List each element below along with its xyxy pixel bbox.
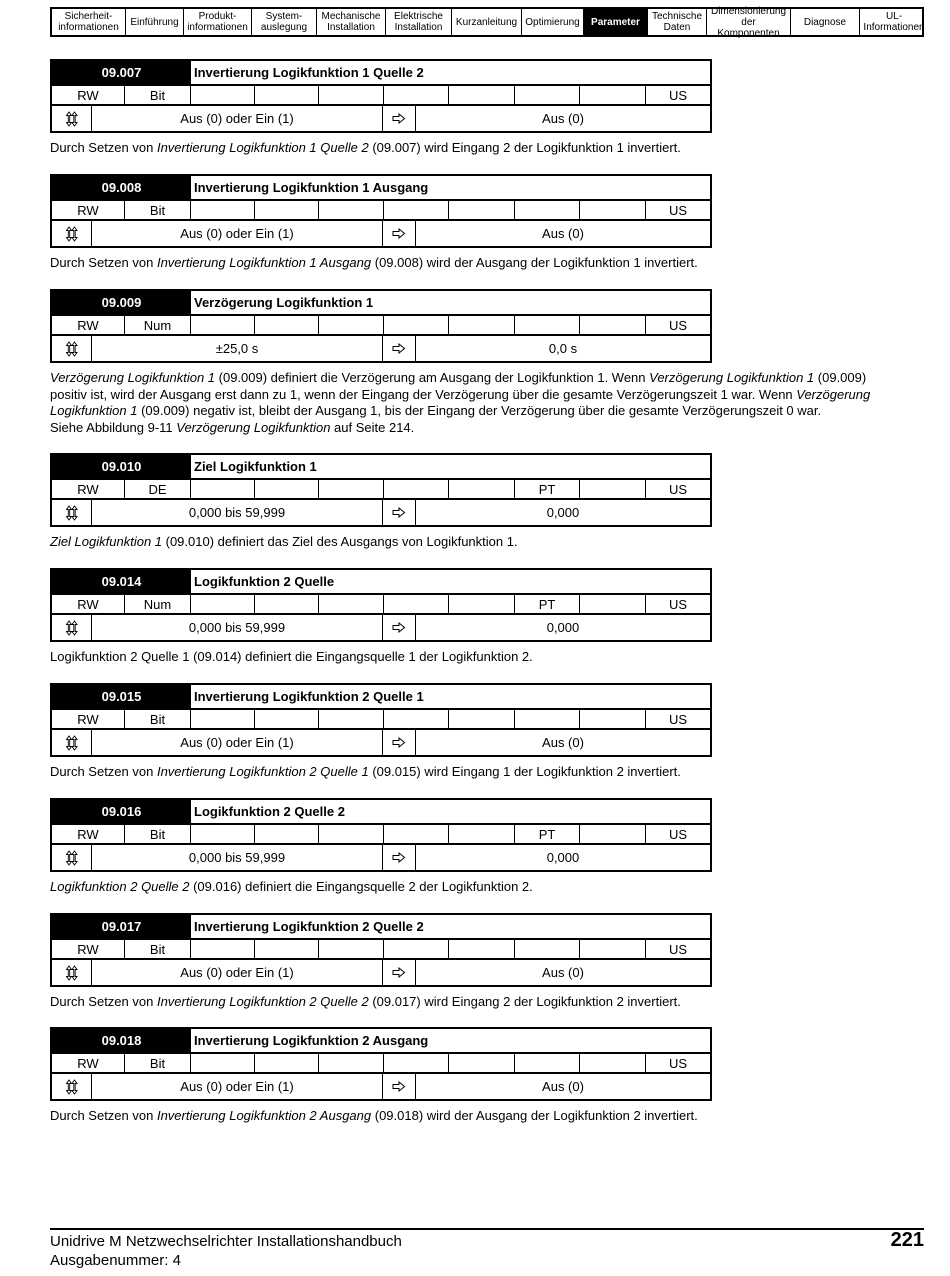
parameter-number: 09.018 bbox=[52, 1029, 191, 1052]
bidirectional-range-icon bbox=[52, 845, 92, 870]
nav-tab-2[interactable]: Produkt- informationen bbox=[184, 9, 252, 35]
parameter-block bbox=[50, 1027, 930, 1125]
parameter-value-row bbox=[52, 960, 710, 985]
parameter-default: 0,000 bbox=[546, 850, 580, 865]
attribute-cell bbox=[319, 480, 384, 498]
nav-tab-11[interactable]: Diagnose bbox=[791, 9, 860, 35]
right-arrow-icon bbox=[383, 845, 416, 870]
parameter-range: Aus (0) oder Ein (1) bbox=[92, 106, 383, 131]
attribute-cell bbox=[191, 710, 255, 728]
attribute-cell bbox=[384, 940, 449, 958]
attribute-cell bbox=[191, 316, 255, 334]
parameter-attribute-row bbox=[52, 480, 710, 500]
attribute-cell bbox=[255, 940, 319, 958]
parameter-table bbox=[50, 59, 712, 133]
parameter-value-row bbox=[52, 615, 710, 640]
attribute-cell: US bbox=[668, 481, 688, 497]
attribute-cell bbox=[191, 86, 255, 104]
attribute-cell bbox=[191, 595, 255, 613]
parameter-number: 09.009 bbox=[52, 291, 191, 314]
parameter-default: Aus (0) bbox=[542, 735, 584, 750]
footer-issue-number: Ausgabenummer: 4 bbox=[50, 1252, 181, 1269]
attribute-cell bbox=[580, 710, 646, 728]
parameter-table bbox=[50, 289, 712, 363]
parameter-header-row bbox=[52, 176, 710, 201]
attribute-cell bbox=[319, 940, 384, 958]
parameter-description bbox=[50, 534, 900, 551]
attribute-cell bbox=[449, 710, 515, 728]
nav-tab-6[interactable]: Kurzanleitung bbox=[452, 9, 522, 35]
description-text: Durch Setzen von bbox=[50, 764, 157, 779]
parameter-value-row bbox=[52, 106, 710, 131]
nav-tab-12[interactable]: UL- Informationen bbox=[863, 11, 925, 33]
attribute-cell bbox=[319, 595, 384, 613]
parameter-number: 09.015 bbox=[52, 685, 191, 708]
parameter-range: Aus (0) oder Ein (1) bbox=[92, 730, 383, 755]
parameter-range: Aus (0) oder Ein (1) bbox=[92, 221, 383, 246]
attribute-cell bbox=[191, 1054, 255, 1072]
parameter-header-row bbox=[52, 570, 710, 595]
parameter-name: Invertierung Logikfunktion 2 Quelle 1 bbox=[194, 689, 424, 704]
attribute-cell bbox=[191, 480, 255, 498]
parameter-description bbox=[50, 879, 900, 896]
parameter-default: 0,000 bbox=[546, 620, 580, 635]
description-text: (09.008) wird der Ausgang der Logikfunktion 1 invertiert. bbox=[371, 255, 698, 270]
parameter-block bbox=[50, 174, 930, 272]
parameter-range: ±25,0 s bbox=[92, 336, 383, 361]
attribute-cell: US bbox=[668, 87, 688, 103]
attribute-cell: Bit bbox=[125, 710, 191, 728]
parameter-reference: Invertierung Logikfunktion 2 Quelle 2 bbox=[156, 994, 369, 1009]
parameter-number: 09.008 bbox=[52, 176, 191, 199]
attribute-cell: Bit bbox=[125, 86, 191, 104]
attribute-cell bbox=[515, 201, 580, 219]
attribute-cell bbox=[515, 86, 580, 104]
attribute-cell bbox=[449, 86, 515, 104]
parameter-reference: Ziel Logikfunktion 1 bbox=[50, 534, 163, 549]
attribute-cell: Num bbox=[125, 595, 191, 613]
parameter-reference: Logikfunktion 2 Quelle 2 bbox=[50, 879, 190, 894]
parameter-description bbox=[50, 370, 900, 436]
description-text: Durch Setzen von bbox=[50, 1108, 157, 1123]
attribute-cell bbox=[384, 595, 449, 613]
parameter-header-row bbox=[52, 61, 710, 86]
right-arrow-icon bbox=[383, 1074, 416, 1099]
attribute-cell bbox=[384, 825, 449, 843]
attribute-cell: PT bbox=[515, 825, 580, 843]
attribute-cell: RW bbox=[52, 1054, 125, 1072]
parameter-attribute-row bbox=[52, 86, 710, 106]
parameter-reference: Verzögerung Logikfunktion bbox=[176, 419, 331, 435]
attribute-cell bbox=[449, 825, 515, 843]
parameter-reference: Verzögerung Logikfunktion 1 bbox=[50, 386, 871, 418]
right-arrow-icon bbox=[383, 730, 416, 755]
right-arrow-icon bbox=[383, 336, 416, 361]
footer-divider bbox=[50, 1228, 924, 1230]
bidirectional-range-icon bbox=[52, 500, 92, 525]
attribute-cell bbox=[384, 480, 449, 498]
attribute-cell bbox=[319, 825, 384, 843]
attribute-cell: PT bbox=[515, 480, 580, 498]
parameter-header-row bbox=[52, 455, 710, 480]
parameter-range: 0,000 bis 59,999 bbox=[92, 845, 383, 870]
attribute-cell bbox=[449, 940, 515, 958]
description-text: (09.007) wird Eingang 2 der Logikfunktion 1 invertiert. bbox=[368, 140, 681, 155]
parameter-number: 09.010 bbox=[52, 455, 191, 478]
attribute-cell: RW bbox=[52, 940, 125, 958]
attribute-cell: Bit bbox=[125, 940, 191, 958]
attribute-cell bbox=[255, 316, 319, 334]
parameter-attribute-row bbox=[52, 201, 710, 221]
parameter-number: 09.017 bbox=[52, 915, 191, 938]
parameter-block bbox=[50, 683, 930, 781]
parameter-value-row bbox=[52, 730, 710, 755]
attribute-cell: RW bbox=[52, 595, 125, 613]
attribute-cell: RW bbox=[52, 480, 125, 498]
parameter-table bbox=[50, 683, 712, 757]
attribute-cell bbox=[319, 1054, 384, 1072]
parameter-number: 09.014 bbox=[52, 570, 191, 593]
parameter-name: Invertierung Logikfunktion 1 Ausgang bbox=[194, 180, 429, 195]
attribute-cell: Bit bbox=[125, 825, 191, 843]
attribute-cell bbox=[384, 316, 449, 334]
description-text: Durch Setzen von bbox=[50, 255, 157, 270]
attribute-cell: RW bbox=[52, 86, 125, 104]
parameter-header-row bbox=[52, 1029, 710, 1054]
parameter-description bbox=[50, 1108, 900, 1125]
attribute-cell bbox=[580, 1054, 646, 1072]
parameter-reference: Verzögerung Logikfunktion 1 bbox=[50, 370, 216, 385]
description-text: (09.015) wird Eingang 1 der Logikfunktion 2 invertiert. bbox=[368, 764, 681, 779]
attribute-cell: Bit bbox=[125, 201, 191, 219]
attribute-cell: RW bbox=[52, 825, 125, 843]
attribute-cell: US bbox=[668, 941, 688, 957]
description-text: (09.009) positiv ist, wird der Ausgang erst dann zu 1, wenn der Eingang der Verzögerung über die gesamte Verzögerungszeit 1 war. Wenn bbox=[50, 370, 867, 402]
attribute-cell bbox=[515, 316, 580, 334]
attribute-cell: US bbox=[668, 1055, 688, 1071]
attribute-cell bbox=[449, 1054, 515, 1072]
parameter-reference: Invertierung Logikfunktion 2 Ausgang bbox=[156, 1108, 372, 1123]
parameter-header-row bbox=[52, 915, 710, 940]
attribute-cell: Bit bbox=[125, 1054, 191, 1072]
attribute-cell bbox=[384, 1054, 449, 1072]
description-text: (09.016) definiert die Eingangsquelle 2 der Logikfunktion 2. bbox=[189, 879, 533, 894]
attribute-cell bbox=[580, 86, 646, 104]
description-text: Siehe Abbildung 9-11 bbox=[50, 419, 177, 435]
attribute-cell: US bbox=[668, 317, 688, 333]
description-text: (09.009) negativ ist, bleibt der Ausgang 1, bis der Eingang der Verzögerung über die gesamte Verzögerungszeit 0 war. bbox=[137, 403, 822, 418]
parameter-table bbox=[50, 913, 712, 987]
parameter-name: Logikfunktion 2 Quelle bbox=[194, 574, 335, 589]
attribute-cell bbox=[515, 710, 580, 728]
right-arrow-icon bbox=[383, 221, 416, 246]
right-arrow-icon bbox=[383, 500, 416, 525]
parameter-attribute-row bbox=[52, 710, 710, 730]
nav-tab-9[interactable]: Technische Daten bbox=[648, 9, 707, 35]
parameter-default: Aus (0) bbox=[542, 965, 584, 980]
attribute-cell bbox=[449, 595, 515, 613]
parameter-reference: Verzögerung Logikfunktion 1 bbox=[649, 370, 815, 385]
attribute-cell bbox=[191, 201, 255, 219]
description-text: auf Seite 214. bbox=[330, 419, 415, 435]
attribute-cell bbox=[580, 595, 646, 613]
parameter-name: Invertierung Logikfunktion 2 Quelle 2 bbox=[194, 919, 424, 934]
attribute-cell bbox=[580, 940, 646, 958]
parameter-description bbox=[50, 255, 900, 272]
parameter-table bbox=[50, 174, 712, 248]
description-text: (09.017) wird Eingang 2 der Logikfunktion 2 invertiert. bbox=[368, 994, 681, 1009]
parameter-attribute-row bbox=[52, 316, 710, 336]
attribute-cell bbox=[449, 316, 515, 334]
right-arrow-icon bbox=[383, 615, 416, 640]
bidirectional-range-icon bbox=[52, 336, 92, 361]
bidirectional-range-icon bbox=[52, 730, 92, 755]
parameter-block bbox=[50, 453, 930, 551]
attribute-cell bbox=[191, 825, 255, 843]
parameter-range: Aus (0) oder Ein (1) bbox=[92, 960, 383, 985]
description-text: (09.009) definiert die Verzögerung am Ausgang der Logikfunktion 1. Wenn bbox=[215, 370, 650, 385]
parameter-header-row bbox=[52, 291, 710, 316]
description-text: (09.010) definiert das Ziel des Ausgangs von Logikfunktion 1. bbox=[162, 534, 518, 549]
parameter-name: Ziel Logikfunktion 1 bbox=[194, 459, 317, 474]
nav-tab-5[interactable]: Elektrische Installation bbox=[386, 9, 452, 35]
description-text: Logikfunktion 2 Quelle 1 (09.014) definiert die Eingangsquelle 1 der Logikfunktion 2. bbox=[50, 649, 533, 664]
attribute-cell bbox=[255, 595, 319, 613]
attribute-cell bbox=[580, 480, 646, 498]
parameter-header-row bbox=[52, 800, 710, 825]
parameter-range: 0,000 bis 59,999 bbox=[92, 500, 383, 525]
parameter-default: Aus (0) bbox=[542, 1079, 584, 1094]
parameter-reference: Invertierung Logikfunktion 2 Quelle 1 bbox=[156, 764, 369, 779]
attribute-cell bbox=[580, 201, 646, 219]
attribute-cell bbox=[191, 940, 255, 958]
chapter-navigation-bar bbox=[50, 7, 924, 37]
attribute-cell bbox=[255, 710, 319, 728]
nav-tab-1[interactable]: Einführung bbox=[126, 9, 184, 35]
parameter-default: Aus (0) bbox=[542, 226, 584, 241]
parameter-default: 0,0 s bbox=[548, 341, 578, 356]
description-text: Durch Setzen von bbox=[50, 140, 157, 155]
parameter-name: Logikfunktion 2 Quelle 2 bbox=[194, 804, 345, 819]
attribute-cell bbox=[449, 480, 515, 498]
parameter-description bbox=[50, 764, 900, 781]
parameter-block bbox=[50, 798, 930, 896]
parameter-header-row bbox=[52, 685, 710, 710]
description-text: Durch Setzen von bbox=[50, 994, 157, 1009]
right-arrow-icon bbox=[383, 106, 416, 131]
attribute-cell: US bbox=[668, 202, 688, 218]
attribute-cell: PT bbox=[515, 595, 580, 613]
parameter-reference: Invertierung Logikfunktion 1 Ausgang bbox=[156, 255, 372, 270]
bidirectional-range-icon bbox=[52, 615, 92, 640]
attribute-cell: DE bbox=[125, 480, 191, 498]
nav-tab-4[interactable]: Mechanische Installation bbox=[317, 9, 386, 35]
parameter-block bbox=[50, 289, 930, 436]
parameter-table bbox=[50, 568, 712, 642]
nav-tab-8[interactable]: Parameter bbox=[584, 9, 648, 35]
attribute-cell bbox=[384, 710, 449, 728]
attribute-cell bbox=[255, 825, 319, 843]
parameter-default: 0,000 bbox=[546, 505, 580, 520]
right-arrow-icon bbox=[383, 960, 416, 985]
parameter-block bbox=[50, 913, 930, 1011]
bidirectional-range-icon bbox=[52, 106, 92, 131]
parameter-block bbox=[50, 59, 930, 157]
parameter-number: 09.016 bbox=[52, 800, 191, 823]
parameter-range: Aus (0) oder Ein (1) bbox=[92, 1074, 383, 1099]
parameter-default: Aus (0) bbox=[542, 111, 584, 126]
parameter-attribute-row bbox=[52, 595, 710, 615]
attribute-cell: US bbox=[668, 711, 688, 727]
attribute-cell bbox=[515, 1054, 580, 1072]
attribute-cell: RW bbox=[52, 201, 125, 219]
attribute-cell bbox=[384, 86, 449, 104]
nav-tab-3[interactable]: System- auslegung bbox=[252, 9, 317, 35]
page-number: 221 bbox=[890, 1229, 924, 1251]
parameter-block bbox=[50, 568, 930, 666]
parameter-value-row bbox=[52, 336, 710, 361]
nav-tab-0[interactable]: Sicherheit- informationen bbox=[52, 9, 126, 35]
parameter-table bbox=[50, 798, 712, 872]
parameter-value-row bbox=[52, 845, 710, 870]
parameter-description bbox=[50, 140, 900, 157]
parameter-range: 0,000 bis 59,999 bbox=[92, 615, 383, 640]
attribute-cell bbox=[449, 201, 515, 219]
attribute-cell bbox=[515, 940, 580, 958]
attribute-cell bbox=[580, 825, 646, 843]
parameter-value-row bbox=[52, 1074, 710, 1099]
attribute-cell bbox=[319, 201, 384, 219]
parameter-description bbox=[50, 649, 900, 666]
parameter-name: Invertierung Logikfunktion 2 Ausgang bbox=[194, 1033, 429, 1048]
parameter-name: Verzögerung Logikfunktion 1 bbox=[194, 295, 374, 310]
attribute-cell bbox=[319, 316, 384, 334]
attribute-cell: RW bbox=[52, 710, 125, 728]
parameter-table bbox=[50, 1027, 712, 1101]
attribute-cell bbox=[255, 480, 319, 498]
attribute-cell: Num bbox=[125, 316, 191, 334]
parameter-table bbox=[50, 453, 712, 527]
parameter-value-row bbox=[52, 500, 710, 525]
parameter-number: 09.007 bbox=[52, 61, 191, 84]
attribute-cell bbox=[319, 710, 384, 728]
description-text: (09.018) wird der Ausgang der Logikfunktion 2 invertiert. bbox=[371, 1108, 698, 1123]
nav-tab-10[interactable]: Dimensionierung der Komponenten bbox=[707, 9, 791, 35]
parameter-name: Invertierung Logikfunktion 1 Quelle 2 bbox=[194, 65, 424, 80]
parameter-reference: Invertierung Logikfunktion 1 Quelle 2 bbox=[156, 140, 369, 155]
nav-tab-7[interactable]: Optimierung bbox=[522, 9, 584, 35]
attribute-cell bbox=[319, 86, 384, 104]
attribute-cell bbox=[580, 316, 646, 334]
parameter-attribute-row bbox=[52, 1054, 710, 1074]
attribute-cell bbox=[255, 201, 319, 219]
attribute-cell: US bbox=[668, 596, 688, 612]
attribute-cell bbox=[255, 86, 319, 104]
bidirectional-range-icon bbox=[52, 1074, 92, 1099]
bidirectional-range-icon bbox=[52, 960, 92, 985]
attribute-cell: US bbox=[668, 826, 688, 842]
footer-document-title: Unidrive M Netzwechselrichter Installationshandbuch bbox=[50, 1233, 402, 1250]
attribute-cell bbox=[384, 201, 449, 219]
parameter-attribute-row bbox=[52, 825, 710, 845]
bidirectional-range-icon bbox=[52, 221, 92, 246]
attribute-cell bbox=[255, 1054, 319, 1072]
parameter-attribute-row bbox=[52, 940, 710, 960]
parameter-description bbox=[50, 994, 900, 1011]
attribute-cell: RW bbox=[52, 316, 125, 334]
parameter-value-row bbox=[52, 221, 710, 246]
